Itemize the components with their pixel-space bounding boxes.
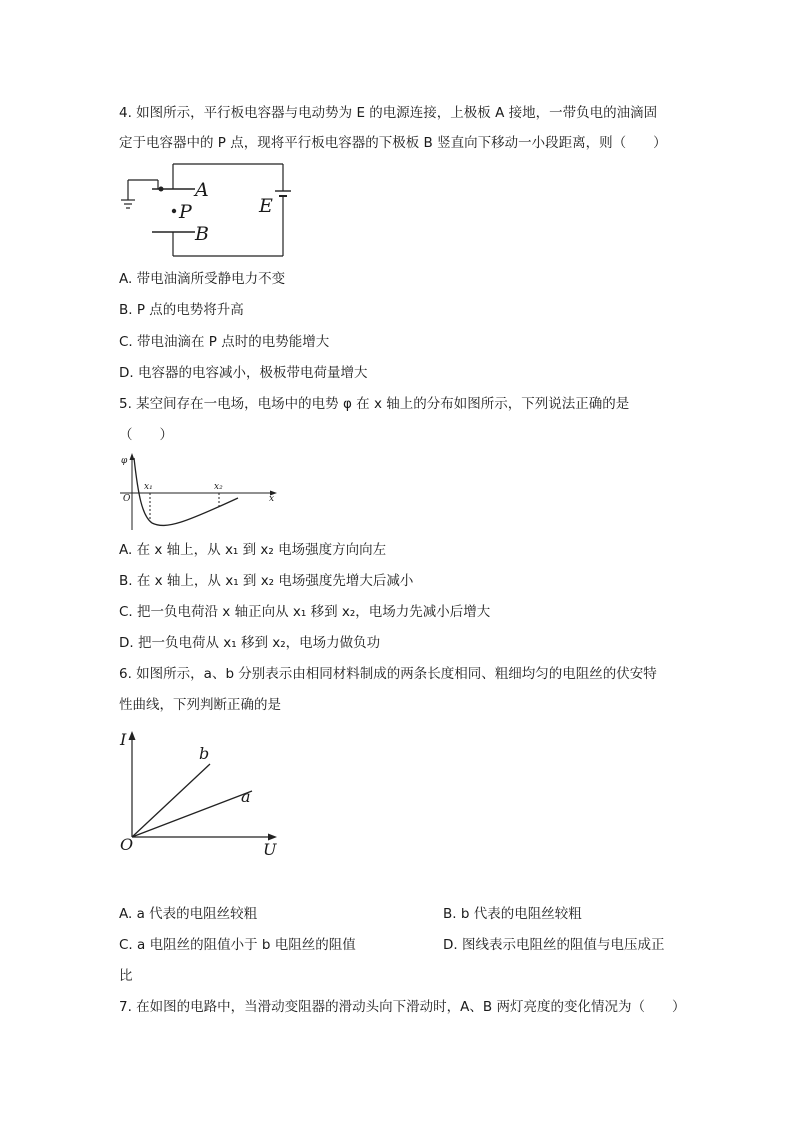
- q4-option-b: B. P 点的电势将升高: [119, 302, 244, 318]
- u-axis-label: U: [263, 840, 277, 859]
- q6-stem-line2: 性曲线，下列判断正确的是: [119, 697, 281, 713]
- q5-option-a: A. 在 x 轴上，从 x₁ 到 x₂ 电场强度方向向左: [119, 542, 387, 558]
- q5-stem-line1: 5. 某空间存在一电场，电场中的电势 φ 在 x 轴上的分布如图所示，下列说法正确的是: [119, 396, 630, 412]
- q4-option-c: C. 带电油滴在 P 点时的电势能增大: [119, 334, 330, 350]
- q4-stem-line2: 定于电容器中的 P 点，现将平行板电容器的下极板 B 竖直向下移动一小段距离，则（ ）: [119, 135, 667, 151]
- point-p-label: P: [179, 201, 192, 223]
- emf-e-label: E: [259, 195, 273, 217]
- q6-option-a: A. a 代表的电阻丝较粗: [119, 906, 258, 922]
- x2-label: x₂: [214, 482, 223, 492]
- phi-axis-label: φ: [121, 456, 128, 466]
- origin-label: O: [123, 494, 131, 504]
- line-a-label: a: [241, 787, 251, 806]
- q4-stem-line1: 4. 如图所示，平行板电容器与电动势为 E 的电源连接，上极板 A 接地，一带负电的油滴固: [119, 105, 658, 121]
- q6-option-d-continued: 比: [119, 968, 133, 984]
- q5-option-c: C. 把一负电荷沿 x 轴正向从 x₁ 移到 x₂，电场力先减小后增大: [119, 604, 491, 620]
- q4-option-d: D. 电容器的电容减小，极板带电荷量增大: [119, 365, 368, 381]
- iv-curve-figure: [115, 726, 285, 861]
- plate-a-label: A: [195, 179, 209, 201]
- potential-curve-figure: [118, 450, 283, 532]
- plate-b-label: B: [195, 223, 209, 245]
- q5-option-b: B. 在 x 轴上，从 x₁ 到 x₂ 电场强度先增大后减小: [119, 573, 414, 589]
- x-axis-label: x: [269, 494, 275, 504]
- q5-stem-line2: （ ）: [119, 427, 173, 443]
- q6-option-d: D. 图线表示电阻丝的阻值与电压成正: [443, 937, 665, 953]
- q6-stem-line1: 6. 如图所示，a、b 分别表示由相同材料制成的两条长度相同、粗细均匀的电阻丝的伏安特: [119, 666, 657, 682]
- q6-option-c: C. a 电阻丝的阻值小于 b 电阻丝的阻值: [119, 937, 356, 953]
- q7-stem-line1: 7. 在如图的电路中，当滑动变阻器的滑动头向下滑动时，A、B 两灯亮度的变化情况为（ ）: [119, 999, 686, 1015]
- q5-option-d: D. 把一负电荷从 x₁ 移到 x₂，电场力做负功: [119, 635, 381, 651]
- origin-label: O: [120, 835, 134, 854]
- x1-label: x₁: [144, 482, 153, 492]
- q6-option-b: B. b 代表的电阻丝较粗: [443, 906, 582, 922]
- capacitor-circuit-figure: [115, 160, 305, 260]
- q4-option-a: A. 带电油滴所受静电力不变: [119, 271, 286, 287]
- line-b-label: b: [199, 744, 210, 763]
- i-axis-label: I: [120, 730, 127, 749]
